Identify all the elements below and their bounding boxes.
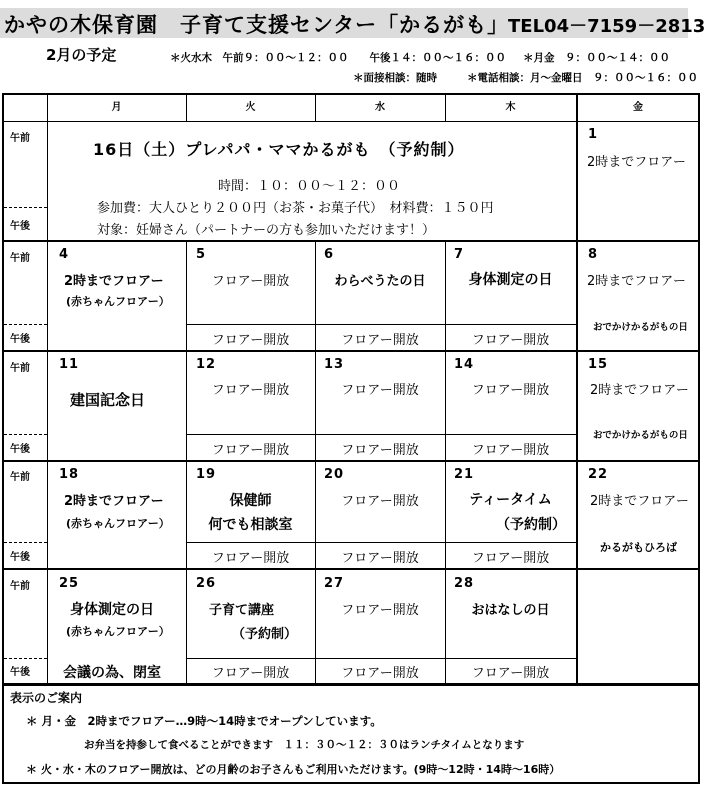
day-event: フロアー開放 (341, 383, 419, 398)
period-pm: 午後 (10, 552, 30, 563)
day-event: フロアー開放 (211, 383, 290, 398)
page-title: かやの木保育園 子育て支援センター「かるがも」 (4, 13, 510, 37)
day-number: 21 (454, 467, 475, 482)
day-event: フロアー開放 (471, 383, 550, 398)
day-event: （予約制） (232, 627, 298, 642)
note-line: お弁当を持参して食べることができます １１：３０～１２：３０はランチタイムとなります (84, 739, 525, 751)
period-pm: 午後 (10, 444, 30, 455)
weekday-thu: 木 (505, 102, 516, 113)
day-number: 19 (196, 467, 217, 482)
day-number: 12 (196, 357, 217, 372)
day-event: おはなしの日 (471, 603, 550, 618)
day-number: 13 (324, 357, 345, 372)
period-pm: 午後 (10, 334, 30, 345)
day-event: フロアー開放 (341, 666, 419, 681)
day-event: 建国記念日 (70, 391, 146, 409)
day-number: 22 (588, 467, 609, 482)
hours-mon-fri: ＊月金 ９：００～１４：００ (523, 52, 670, 64)
day-event: 2時までフロアー (64, 494, 164, 509)
day-event: 何でも相談室 (208, 517, 293, 533)
day-number: 4 (59, 247, 70, 262)
day-number: 8 (588, 247, 599, 262)
period-am: 午前 (10, 472, 30, 483)
day-event: 子育て講座 (209, 603, 275, 618)
day-event-note: (赤ちゃんフロアー） (66, 517, 170, 530)
day-event: 2時までフロアー (587, 274, 686, 289)
day-number: 27 (324, 576, 345, 591)
day-number: 1 (588, 127, 599, 142)
day-event: おでかけかるがもの日 (593, 430, 688, 441)
day-event: 身体測定の日 (70, 602, 154, 618)
day-event: かるがもひろば (600, 541, 677, 554)
day-event: わらべうたの日 (334, 274, 426, 289)
day-number: 15 (588, 357, 609, 372)
day-event: フロアー開放 (471, 666, 550, 681)
day-event: 2時までフロアー (590, 383, 689, 398)
day-number: 14 (454, 357, 475, 372)
day-event: フロアー開放 (471, 443, 550, 458)
day-number: 26 (196, 576, 217, 591)
day-event: フロアー開放 (211, 443, 290, 458)
day-event: 身体測定の日 (468, 272, 553, 288)
month-title: 2月の予定 (46, 46, 117, 64)
day-event: フロアー開放 (211, 551, 290, 566)
day-event: フロアー開放 (211, 333, 290, 348)
weekday-tue: 火 (245, 102, 256, 113)
hours-weekday: ＊火水木 午前９：００～１２：００ 午後１４：００～１６：００ (170, 52, 506, 64)
day-event: 2時までフロアー (590, 494, 689, 509)
event-title: 16日（土）プレパパ・ママかるがも （予約制） (93, 140, 465, 159)
period-pm: 午後 (10, 221, 30, 232)
day-number: 20 (324, 467, 345, 482)
note-line: ＊ 火・水・木のフロアー開放は、どの月齢のお子さんもご利用いただけます。(9時～12時・14時～16時） (26, 763, 561, 776)
period-am: 午前 (10, 253, 30, 264)
weekday-wed: 水 (375, 102, 385, 113)
period-pm: 午後 (10, 667, 30, 678)
notes-heading: 表示のご案内 (10, 691, 83, 705)
day-number: 6 (324, 247, 335, 262)
day-event-note: (赤ちゃんフロアー） (66, 295, 170, 308)
phone-number: TEL04－7159－2813 (508, 16, 705, 37)
weekday-mon: 月 (111, 102, 122, 113)
day-number: 18 (59, 467, 80, 482)
day-event: フロアー開放 (341, 603, 419, 618)
period-am: 午前 (10, 133, 30, 144)
day-number: 11 (59, 357, 80, 372)
event-time: 時間：１０：００～１２：００ (218, 179, 401, 194)
day-event: 2時までフロアー (64, 274, 164, 289)
hours-interview: ＊面接相談：随時 (353, 72, 437, 84)
event-target: 対象：妊婦さん（パートナーの方も参加いただけます！） (97, 223, 436, 238)
day-event: ティータイム (469, 492, 552, 508)
day-event: 会議の為、閉室 (63, 665, 161, 681)
note-line: ＊ 月・金 2時までフロアー…9時～14時までオープンしています。 (26, 714, 382, 728)
day-event: フロアー開放 (341, 551, 419, 566)
day-event: 2時までフロアー (587, 155, 686, 170)
day-number: 25 (59, 576, 80, 591)
legend-notes (2, 684, 700, 784)
day-number: 5 (196, 247, 207, 262)
day-event: フロアー開放 (341, 333, 419, 348)
day-event: フロアー開放 (211, 666, 290, 681)
day-event: 保健師 (229, 493, 272, 509)
day-event: フロアー開放 (211, 274, 290, 289)
hours-phone: ＊電話相談：月～金曜日 ９：００～１６：００ (467, 72, 698, 84)
calendar-grid (2, 93, 700, 685)
period-am: 午前 (10, 363, 30, 374)
period-am: 午前 (10, 581, 30, 592)
event-fee: 参加費：大人ひとり２００円（お茶・お菓子代） 材料費：１５０円 (97, 201, 494, 216)
day-event: フロアー開放 (341, 494, 419, 509)
day-event-note: (赤ちゃんフロアー） (66, 625, 170, 638)
day-event: （予約制） (496, 517, 566, 533)
weekday-fri: 金 (633, 102, 643, 113)
day-event: フロアー開放 (471, 551, 550, 566)
day-number: 7 (454, 247, 465, 262)
day-event: フロアー開放 (341, 443, 419, 458)
day-number: 28 (454, 576, 475, 591)
day-event: フロアー開放 (471, 333, 550, 348)
day-event: おでかけかるがもの日 (593, 322, 688, 333)
